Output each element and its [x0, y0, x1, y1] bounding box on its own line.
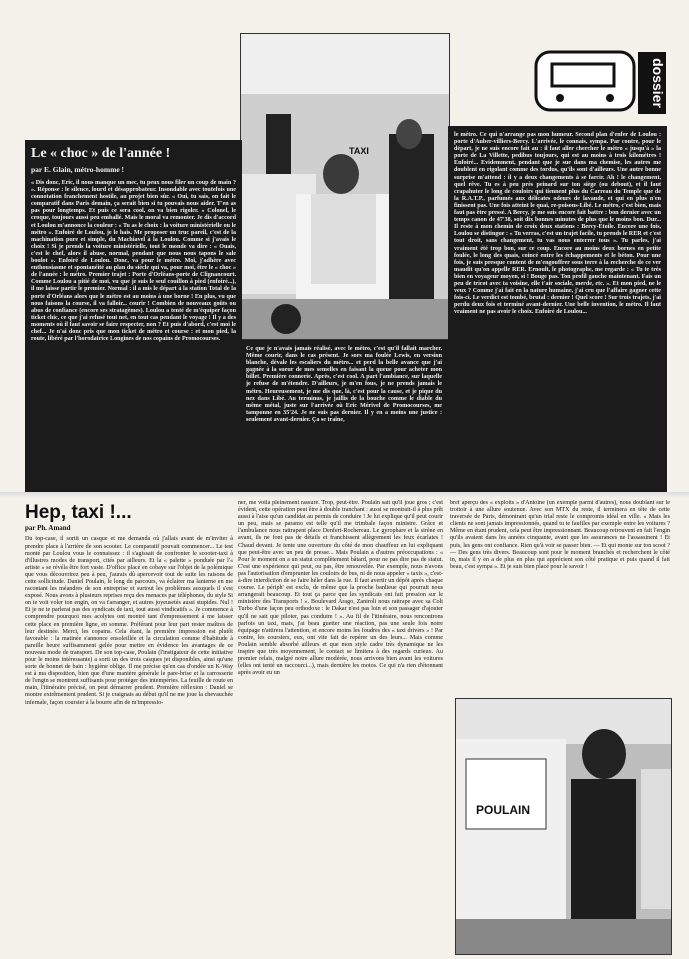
metro-car-icon: [532, 48, 670, 118]
photo-poulain-scooter: [455, 698, 672, 955]
page-fold: [0, 492, 689, 498]
article-byline-glain: par E. Glain, métro-homme !: [31, 165, 125, 174]
article-byline-amand: par Ph. Amand: [25, 524, 71, 532]
article-top-col2: [240, 340, 448, 495]
article-text-col1: « Dis donc, Eric, il nous manque un mec, tu peux nous filer un coup de main ? ». Réponse : le silence, lourd et désapprobateur. Insondable avec toutefois une connotation franchement hostile, au projet bien sûr. « Oui, tu sais, on fait le comparatif dans Paris demain, ça serait bien si tu pouvais nous aider. T'en as pas pour longtemps. Et puis ce sera cool, on va bien rigoler. » Colonel, le croque, toujours aussi peu emballé. Mais le moral va remonter. Je dis d'accord et Loulou m'annonce la couleur : « Tu as le choix : la voiture ministérielle ou le métro ». Enfoiré de Loulou, je le hais. Me proposer un truc pareil, c'est de la machination pure et simple, du Machiavel à la Loulou. Comme si j'avais le choix ! Si je prends la voiture ministérielle, tout le monde va dire : « Ouais, c'est le chef, alors il abuse, normal, pendant que nous nous tapons le sale boulot ». Enfoiré de Loulou. Donc, va pour le métro. Moi, j'adhère avec enthousiasme et spontanéité au plan du siècle qui va, pour moi, être le « choc » de l'année : le métro. Premier trajet : Porte d'Orléans-porte de Clignancourt. Comme Loulou a pitié de moi, vu que je suis le seul couillon à pied (enfoiré...), il me laisse partir le premier. Normal : il a mis le départ à la station Total de la porte d'Orléans alors que le métro est au moins à une borne ! En plus, vu que nous faisons la course, il va falloir... courir ! Combien de nouveaux goûts ou abus de confiance (encore ses stratagèmes). Loulou a tenté de m'équiper façon ticket chic, ce que j'ai refusé tout net, en tout cas pendant le voyage ! Il y a des moments où il faut savoir se faire respecter, non ? Et puis d'abord, c'est moi le chef... Je n'ai donc pris que mon ticket de métro et course : et mon pied, la route, libéré par l'horodatrice Longines de nos copains de Promocourses.: [31, 180, 236, 343]
article-top-col1: [25, 140, 242, 495]
article-top-col3: [448, 126, 667, 495]
article-bottom-col2: [238, 500, 443, 955]
photo1-label: TAXI: [349, 146, 369, 156]
article-title-choc: Le « choc » de l'année !: [31, 146, 171, 161]
article-bottom-text-col2: ner, me voilà pleinement rassuré. Trop, peut-être. Poulain sait qu'il joue gros ; c'est évident, cette opération peut être à double tranchant : aussi se montrait-il à plus prêt aussi à l'aise qu'un candidat au permis de conduire ! Je lui explique qu'il peut courir un peu, mais se paramo est telle qu'il me trimbale façon ministre. Grâce et l'ambulance nous rattrapent place Denfert-Rochereau. Le gyrophare et la sirène en avant, ils ne font pas de détails et franchissent allègrement les feux écarlates ! Chaud devant. Je tente une ouverture du côté de mon chauffeur en lui expliquant que peut-être avec un peu de presse... Mais Poulain a d'autres préoccupations : « Pour le moment on a un statut complètement bâtard, pour ne pas dire pas de statut. C'est une expérience qui peut, ou pas, être renouvelée. Par exemple, nous n'avons pas l'autorisation d'emprunter les couloirs de bus, ni de nous appeler « taxis », c'est-à-dire interdiction de se faire héler dans la rue. Il faut avertir un dépôt après chaque course. Le périph' est exclu, de même que la proche banlieue qui pourrait nous arrangerait beaucoup. Et tout ça parce que les syndicats ont fait pression sur le ministère des Transports ! ». Boulevard Arago, Zaniroli nous rattrape avec sa Colt Turbo d'une façon peu orthodoxe : le Dakar n'est pas loin et son passager d'ajouter qu'il ne sait que piloter, pas conduire ! ». Au fil de l'itinéraire, nous rencontrons parfois un taxi, mais, j'ai beau guetter une réaction, pas une seule fois notre équipage n'attirera l'attention, et encore moins les foudres des « taxi drivers » ! Par contre, les coursiers, eux, ont vite fait de repérer un des leurs... Mais comme Poulain semble absorbé ailleurs et que mon style cadre très dynamique ne les inspire que très moyennement, le contact se limitera à des regards curieux. Au premier relais, malgré notre allure modérée, nous arrivons bien avant les voitures (elles ont tenté un raccourci...), mais dernière les motos. Ce qui n'a rien d'étonnant après avoir eu un: [238, 500, 443, 677]
dossier-logo: [532, 48, 670, 118]
photo-taxi-scooter: [240, 33, 450, 340]
article-bottom-col1: [25, 523, 233, 953]
article-text-col2: Ce que je n'avais jamais réalisé, avec le métro, c'est qu'il fallait marcher. Même courir, dans le cas présent. Je sors ma foulée Lewis, en version blanche, dévale les escaliers du métro... et perd la belle avance que j'ai gagnée à la sueur de mes semelles en faisant la queue pour acheter mon billet. Première connerie. Après, c'est cool. A part l'ambiance, sur laquelle je refuse de m'étendre. D'ailleurs, je m'en fous, je ne prends jamais le métro. Heureusement, je me dis que, là, c'est pour la cause, et je pique du nez dans Libé. Au terminus, je jaillis de la bouche comme le diable du même métal, juste sur l'arrivée où Eric Mérivel de Promocourses, me tamponne en 35'24. Je ne suis pas dernier. Il y en a moins une justice : seulement avant-dernier. Ça se traîne,: [246, 346, 442, 423]
photo2-label: POULAIN: [476, 803, 530, 817]
article-title-hep-taxi: Hep, taxi !...: [25, 502, 132, 523]
article-bottom-text-col1: Du top-case, il sortit un casque et me demanda où j'allais avant de m'inviter à prendre place à l'arrière de son scooter. Le comparatif pouvait commencer... Le test monté par Loulou vous le connaissez : il s'agissait de confronter le scooter-taxi à d'illustres modes de transport, cités par ailleurs. Et la « palette » ponduée par l'« artiste » se révéla être fort vaste. D'office placé en cobaye sur l'objet de la polémique que vous découvrirez peu à peu, j'aurais dû apercevoir tout de suite les raisons de cette sollicitude. Daniel Poulain, le long du parcours, va éclairer ma lanterne en me racontant les méandres de son entreprise et surtout les problèmes auxquels il s'est exposé. Nous avons à plusieurs reprises reçu des menaces par téléphones, du style Si on te voit voler ton engin, on va t'arranger, et autres joyeusetés aussi stupides. Nul ! Et je ne te parlerai pas des syndicats de taxi, tout aussi vindicatifs ». Je commence à comprendre pourquoi mes acolytes ont montré tant d'empressement à me laisser cette place en première ligne, en somme. Préférant pour leur part rester maîtres de leur destinée. Merci, les copains. Cela étant, la première impression est plutôt favorable : la matinée s'annonce ensoleillée et la circulation comme d'habitude à pareille heure suffisamment gelée pour mettre en évidence les avantages de ce nouveau mode de transport. De son top-case, Poulain (l'instigateur de cette initiative pour le moins intéressante) a sorti un des trois casques jet disponibles, ainsi qu'une sorte de bonnet de bain : hygiène oblige. Il me précise qu'en cas d'ondée un K-Way est à ma disposition, bien que d'une manière générale le pare-brise et la carrosserie de l'engin se montrent suffisants pour protéger des intempéries. La feuille de route en main, l'itinéraire précisé, on peut démarrer prudent. Première réflexion : Daniel se montre extrêmement prudent. Si je craignais au début qu'il ne me joue la chevauchée infernale, façon coursier à la bourre afin de m'impressio-: [25, 536, 233, 706]
article-text-col3: le métro. Ce qui n'arrange pas mon humeur. Second plan d'enfer de Loulou : porte d'Auber-villiers-Bercy. L'arrivée, le connais, sympa. Par contre, pour le départ, je ne suis encore fait au : il faut aller chercher le métro « jusqu'à » la porte de La Villette, pedibus toujours, qui est au moins à trois kilomètres ! Enfoiré... Evidemment, pendant que je sue dans ma chemise, les autres me doublent en rigolant comme des tordus, qu'ils sont d'ailleurs. Une autre bonne surprise m'attend : il y a deux changements à se farcir. Ah ! le changement, quel rêve. Tu es à peu près peinard sur ton siège (ou debout), et il faut crapahuter le long de couloirs qui tiennent plus du Carreau du Temple que de la R.A.T.P., parfumés aux délicates odeurs de lavande, et qui en plus n'en finissent pas. Une fois atteint le quai, re-poisons-Libé. Le métro, c'est bien, mais faut pas être pressé. A Bercy, je me suis encore fait battre : bon dernier avec un temps canon de 47'38, soit dix bonnes minutes de plus que le moins bon. Dur... Il reste à mon chemin de croix deux stations : Bercy-Etoile. Encore une fois, Loulou se distingue : « Tu verras, c'est un trajet facile, tu prends le RER et c'est tout droit, sans changement, tu vas nous enterrer tous ». Tu parles, j'ai vraiment été trop bon, sur ce coup. Encore au moins deux bornes en petite foulée, le long des quais, coincé entre les échappements et le béton. Pour une fois, je suis presque content de m'engouffrer sous terre à la recherche de ce ver maudit qu'on appelle RER. Ernoult, le photographe, me regarde : « Tu te très bien en voyageur moyen, si ! Bouge pas. Ton profil gauche maintenant. Fais un peu de tricot avec ta voisine, elle t'air sociale, merde, etc. ». Et mon pied, ne le veux ? Comme j'ai fait en la nature humaine, j'ai cru que l'affaire gagner cette fois-ci. Le verdict est tombé, brutal : dernier ! Quel score ! Sur trois trajets, j'ai perdu deux fois et terminé avant-dernier. Une belle invention, le métro. Il faut vraiment ne pas avoir le choix. Enfoiré de Loulou...: [454, 132, 661, 316]
article-bottom-text-col3: bref aperçu des « exploits » d'Antoine (un exemple parmi d'autres), nous doublant sur le trottoir à une allure soutenue. Avec son MTX du reste, il terminera en tête de cette traversée de Paris, démontrant qu'un trial reste le compromis idéal en ville. « Mais les clients ne sont jamais impressionnés, quand tu te faufiles par exemple entre les voitures ? Même en étant prudent, cela peut être impressionnant. Beaucoup retrouvent en fait l'engin qu'ils avaient dans les années cinquante, avant que les assurances ne l'assassinent ! Et puis, les gens ont confiance. Rien qu'à voir se passer bien. — Et qui monte sur ton scoot ? — Des gens très divers. Beaucoup sont pour le moment branchés et recherchent le côté in, mais il y en a de plus en plus qui apprécient son côté pratique et puis quand il fait beau, c'est sympa ». Et je suis bien placé pour le savoir !: [450, 500, 670, 570]
logo-text: dossier: [650, 58, 666, 108]
article-bottom-col3: [450, 500, 670, 698]
